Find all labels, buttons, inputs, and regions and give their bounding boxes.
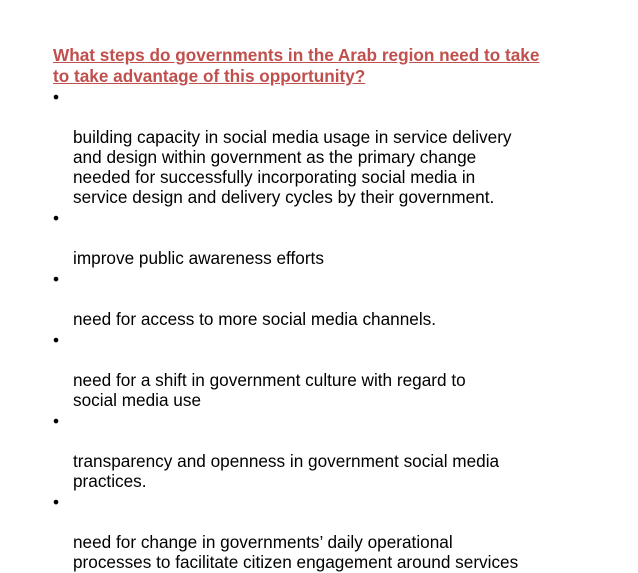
bullet-text: building capacity in social media usage in service delivery and design within government as the primary change needed for successfully incorporating social media in service design and delivery cycles by their government.: [73, 127, 512, 207]
bullet-dot: •: [53, 269, 60, 289]
bullet-text: need for access to more social media channels.: [73, 309, 437, 329]
bullet-item: [53, 411, 613, 491]
bullet-text: need for change in governments’ daily operational processes to facilitate citizen engagement around services: [73, 532, 519, 572]
bullet-item: [53, 87, 613, 207]
bullet-item: [53, 330, 613, 410]
bullet-dot: •: [53, 411, 60, 431]
bullet-text: need for a shift in government culture with regard to social media use: [73, 370, 466, 410]
slide-heading: What steps do governments in the Arab region need to take to take advantage of this opportunity?: [53, 45, 540, 86]
slide-content: [53, 45, 613, 573]
bullet-dot: •: [53, 208, 60, 228]
bullet-text: improve public awareness efforts: [73, 248, 324, 268]
bullet-list: [53, 87, 613, 572]
bullet-text: transparency and openness in government social media practices.: [73, 451, 500, 491]
bullet-dot: •: [53, 492, 60, 512]
bullet-item: [53, 208, 613, 268]
bullet-item: [53, 269, 613, 329]
bullet-dot: •: [53, 87, 60, 107]
bullet-dot: •: [53, 330, 60, 350]
bullet-item: [53, 492, 613, 572]
